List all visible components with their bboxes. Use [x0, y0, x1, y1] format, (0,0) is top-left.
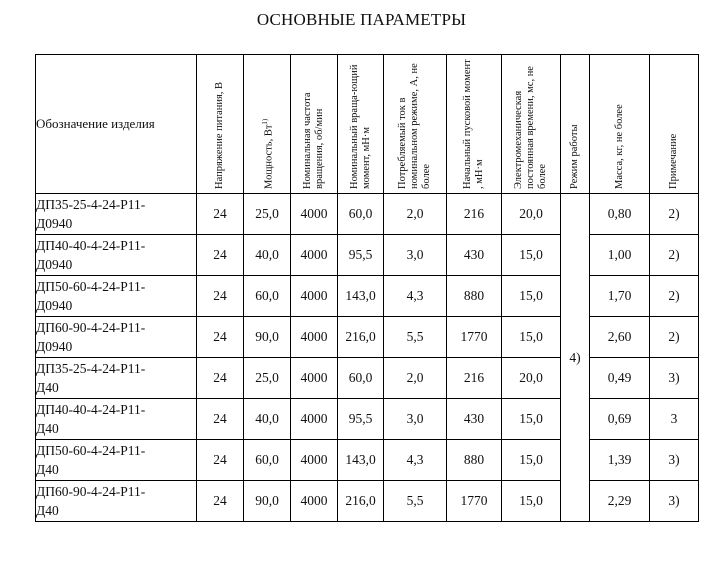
header-torque: Номинальный враща-ющий момент, мН·м [338, 55, 384, 194]
cell-speed: 4000 [291, 235, 338, 276]
cell-current: 4,3 [384, 440, 447, 481]
table-row [36, 481, 699, 522]
product-designation [36, 358, 197, 399]
cell-torque: 60,0 [338, 194, 384, 235]
cell-time-const: 15,0 [502, 481, 561, 522]
power-footnote: 1) [260, 118, 269, 125]
cell-note: 3 [650, 399, 699, 440]
cell-mode: 4) [561, 194, 590, 522]
cell-mass: 1,00 [590, 235, 650, 276]
designation-line-2: Д40 [36, 503, 59, 518]
cell-start-torque: 1770 [447, 481, 502, 522]
header-name: Обозначение изделия [36, 55, 197, 194]
product-designation [36, 399, 197, 440]
cell-note: 2) [650, 235, 699, 276]
table-row [36, 399, 699, 440]
cell-speed: 4000 [291, 399, 338, 440]
table-row [36, 276, 699, 317]
cell-speed: 4000 [291, 440, 338, 481]
cell-speed: 4000 [291, 276, 338, 317]
designation-line-1: ДП60-90-4-24-Р11- [36, 320, 146, 335]
cell-torque: 216,0 [338, 317, 384, 358]
cell-power: 60,0 [244, 276, 291, 317]
cell-torque: 60,0 [338, 358, 384, 399]
product-designation [36, 481, 197, 522]
cell-power: 25,0 [244, 358, 291, 399]
cell-start-torque: 1770 [447, 317, 502, 358]
designation-line-1: ДП60-90-4-24-Р11- [36, 484, 146, 499]
header-mode: Режим работы [561, 55, 590, 194]
cell-start-torque: 880 [447, 276, 502, 317]
cell-speed: 4000 [291, 317, 338, 358]
cell-current: 3,0 [384, 399, 447, 440]
header-note: Примечание [650, 55, 699, 194]
designation-line-2: Д40 [36, 462, 59, 477]
table-row [36, 358, 699, 399]
cell-current: 2,0 [384, 194, 447, 235]
cell-power: 40,0 [244, 235, 291, 276]
cell-mass: 0,69 [590, 399, 650, 440]
cell-speed: 4000 [291, 358, 338, 399]
cell-current: 5,5 [384, 481, 447, 522]
cell-voltage: 24 [197, 276, 244, 317]
cell-voltage: 24 [197, 358, 244, 399]
designation-line-2: Д40 [36, 421, 59, 436]
cell-start-torque: 430 [447, 235, 502, 276]
cell-time-const: 20,0 [502, 358, 561, 399]
header-start-torque: Начальный пусковой момент , мН·м [447, 55, 502, 194]
cell-voltage: 24 [197, 481, 244, 522]
cell-speed: 4000 [291, 194, 338, 235]
designation-line-2: Д0940 [36, 257, 73, 272]
cell-time-const: 15,0 [502, 235, 561, 276]
header-row [36, 55, 699, 194]
cell-mass: 2,29 [590, 481, 650, 522]
cell-power: 90,0 [244, 317, 291, 358]
cell-mass: 0,49 [590, 358, 650, 399]
designation-line-2: Д0940 [36, 216, 73, 231]
cell-torque: 143,0 [338, 276, 384, 317]
cell-time-const: 15,0 [502, 317, 561, 358]
cell-note: 2) [650, 194, 699, 235]
cell-current: 3,0 [384, 235, 447, 276]
cell-mass: 2,60 [590, 317, 650, 358]
cell-note: 2) [650, 276, 699, 317]
cell-note: 3) [650, 481, 699, 522]
product-designation [36, 235, 197, 276]
cell-mass: 1,39 [590, 440, 650, 481]
product-designation [36, 194, 197, 235]
designation-line-2: Д0940 [36, 339, 73, 354]
table-row [36, 317, 699, 358]
cell-note: 3) [650, 358, 699, 399]
designation-line-1: ДП35-25-4-24-Р11- [36, 197, 146, 212]
cell-current: 5,5 [384, 317, 447, 358]
cell-time-const: 15,0 [502, 399, 561, 440]
cell-voltage: 24 [197, 399, 244, 440]
cell-mass: 0,80 [590, 194, 650, 235]
cell-voltage: 24 [197, 235, 244, 276]
product-designation [36, 317, 197, 358]
cell-torque: 95,5 [338, 399, 384, 440]
designation-line-2: Д40 [36, 380, 59, 395]
cell-current: 2,0 [384, 358, 447, 399]
header-power: Мощность, $Вт^{1)}$ [244, 55, 291, 194]
cell-voltage: 24 [197, 194, 244, 235]
cell-time-const: 15,0 [502, 276, 561, 317]
cell-start-torque: 430 [447, 399, 502, 440]
cell-note: 2) [650, 317, 699, 358]
header-time-constant: Электромеханическая постоянная времени, мс, не более [502, 55, 561, 194]
table-row [36, 235, 699, 276]
cell-power: 25,0 [244, 194, 291, 235]
designation-line-1: ДП40-40-4-24-Р11- [36, 238, 146, 253]
header-mass: Масса, кг, не более [590, 55, 650, 194]
cell-power: 60,0 [244, 440, 291, 481]
parameters-table [35, 54, 699, 522]
cell-start-torque: 880 [447, 440, 502, 481]
cell-speed: 4000 [291, 481, 338, 522]
page-title: ОСНОВНЫЕ ПАРАМЕТРЫ [256, 10, 467, 29]
designation-line-2: Д0940 [36, 298, 73, 313]
cell-time-const: 15,0 [502, 440, 561, 481]
cell-torque: 95,5 [338, 235, 384, 276]
cell-power: 90,0 [244, 481, 291, 522]
cell-torque: 143,0 [338, 440, 384, 481]
header-speed: Номинальная частота вращения, об/мин [291, 55, 338, 194]
designation-line-1: ДП50-60-4-24-Р11- [36, 443, 146, 458]
designation-line-1: ДП35-25-4-24-Р11- [36, 361, 146, 376]
cell-time-const: 20,0 [502, 194, 561, 235]
header-voltage: Напряжение питания, В [197, 55, 244, 194]
header-current: Потребляемый ток в номинальном режиме, А, не более [384, 55, 447, 194]
designation-line-1: ДП50-60-4-24-Р11- [36, 279, 146, 294]
cell-voltage: 24 [197, 317, 244, 358]
cell-torque: 216,0 [338, 481, 384, 522]
product-designation [36, 440, 197, 481]
designation-line-1: ДП40-40-4-24-Р11- [36, 402, 146, 417]
cell-power: 40,0 [244, 399, 291, 440]
cell-current: 4,3 [384, 276, 447, 317]
cell-start-torque: 216 [447, 358, 502, 399]
cell-start-torque: 216 [447, 194, 502, 235]
cell-mass: 1,70 [590, 276, 650, 317]
cell-voltage: 24 [197, 440, 244, 481]
table-row [36, 440, 699, 481]
cell-note: 3) [650, 440, 699, 481]
product-designation [36, 276, 197, 317]
table-row [36, 194, 699, 235]
